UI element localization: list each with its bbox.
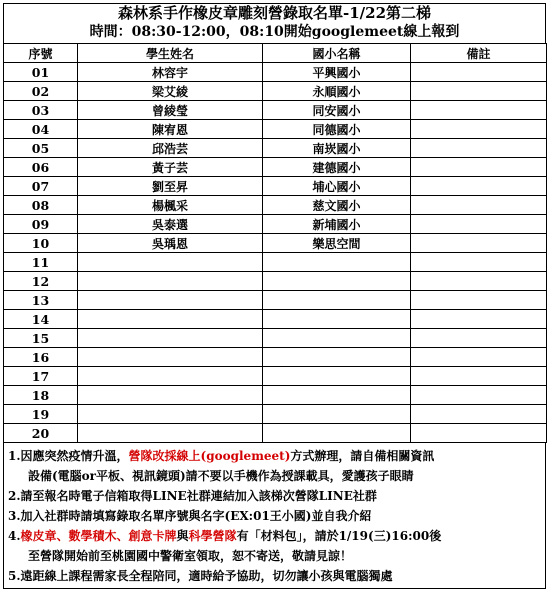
table-row — [4, 139, 547, 158]
student-name: 邱浩芸 — [78, 139, 263, 158]
row-number: 06 — [4, 158, 78, 177]
school-name — [263, 291, 411, 310]
schedule-subtitle: 時間：08:30-12:00，08:10開始googlemeet線上報到 — [89, 24, 460, 40]
student-name — [78, 424, 263, 443]
student-name: 劉至昇 — [78, 177, 263, 196]
remarks-cell — [411, 348, 547, 367]
student-name: 林容宇 — [78, 63, 263, 82]
note-4-highlight-camps: 橡皮章、數學積木、創意卡牌 — [20, 529, 177, 543]
remarks-cell — [411, 82, 547, 101]
row-number: 01 — [4, 63, 78, 82]
remarks-cell — [411, 272, 547, 291]
table-row — [4, 291, 547, 310]
row-number: 20 — [4, 424, 78, 443]
remarks-cell — [411, 63, 547, 82]
row-number: 18 — [4, 386, 78, 405]
student-name — [78, 386, 263, 405]
remarks-cell — [411, 120, 547, 139]
school-name: 同德國小 — [263, 120, 411, 139]
table-row — [4, 253, 547, 272]
row-number: 13 — [4, 291, 78, 310]
notes-section — [3, 443, 546, 589]
row-number: 08 — [4, 196, 78, 215]
school-name: 南崁國小 — [263, 139, 411, 158]
row-number: 16 — [4, 348, 78, 367]
student-name: 梁艾綾 — [78, 82, 263, 101]
remarks-cell — [411, 158, 547, 177]
remarks-cell — [411, 234, 547, 253]
admission-table — [3, 43, 547, 443]
student-name — [78, 272, 263, 291]
remarks-cell — [411, 253, 547, 272]
table-row — [4, 215, 547, 234]
table-row — [4, 196, 547, 215]
school-name: 樂思空間 — [263, 234, 411, 253]
row-number: 03 — [4, 101, 78, 120]
school-name — [263, 405, 411, 424]
note-1-text-b: 方式辦理，請自備相關資訊 — [290, 449, 435, 463]
column-header-remarks: 備註 — [411, 44, 547, 63]
student-name: 吳瑀恩 — [78, 234, 263, 253]
note-1-text-a: 1.因應突然疫情升溫， — [8, 449, 129, 463]
school-name — [263, 310, 411, 329]
student-name — [78, 348, 263, 367]
row-number: 11 — [4, 253, 78, 272]
table-row — [4, 82, 547, 101]
column-header-number: 序號 — [4, 44, 78, 63]
school-name — [263, 367, 411, 386]
remarks-cell — [411, 367, 547, 386]
table-row — [4, 63, 547, 82]
column-header-student-name: 學生姓名 — [78, 44, 263, 63]
row-number: 09 — [4, 215, 78, 234]
column-header-school: 國小名稱 — [263, 44, 411, 63]
remarks-cell — [411, 386, 547, 405]
note-1-continued: 設備(電腦or平板、視訊鏡頭)請不要以手機作為授課載具，愛護孩子眼睛 — [28, 469, 414, 483]
row-number: 19 — [4, 405, 78, 424]
row-number: 04 — [4, 120, 78, 139]
table-row — [4, 272, 547, 291]
table-row — [4, 101, 547, 120]
row-number: 10 — [4, 234, 78, 253]
table-row — [4, 177, 547, 196]
note-4-text-and: 與 — [176, 529, 189, 543]
row-number: 07 — [4, 177, 78, 196]
remarks-cell — [411, 291, 547, 310]
school-name — [263, 329, 411, 348]
school-name: 平興國小 — [263, 63, 411, 82]
student-name — [78, 367, 263, 386]
student-name — [78, 310, 263, 329]
student-name: 吳泰選 — [78, 215, 263, 234]
school-name: 埔心國小 — [263, 177, 411, 196]
row-number: 17 — [4, 367, 78, 386]
row-number: 05 — [4, 139, 78, 158]
student-name — [78, 405, 263, 424]
title-block — [3, 3, 546, 43]
remarks-cell — [411, 405, 547, 424]
table-row — [4, 405, 547, 424]
row-number: 14 — [4, 310, 78, 329]
table-row — [4, 329, 547, 348]
table-header-row — [4, 44, 547, 63]
student-name — [78, 291, 263, 310]
table-body — [4, 63, 547, 443]
school-name: 同安國小 — [263, 101, 411, 120]
note-3: 3.加入社群時請填寫錄取名單序號與名字(EX:01王小國)並自我介紹 — [8, 509, 372, 523]
remarks-cell — [411, 329, 547, 348]
table-row — [4, 424, 547, 443]
remarks-cell — [411, 424, 547, 443]
school-name — [263, 272, 411, 291]
table-row — [4, 386, 547, 405]
student-name — [78, 253, 263, 272]
student-name: 曾綾瑩 — [78, 101, 263, 120]
school-name — [263, 424, 411, 443]
note-4 — [8, 526, 541, 546]
school-name — [263, 386, 411, 405]
school-name: 慈文國小 — [263, 196, 411, 215]
note-1-highlight: 營隊改採線上(googlemeet) — [128, 449, 291, 463]
school-name — [263, 348, 411, 367]
student-name: 楊楓采 — [78, 196, 263, 215]
table-row — [4, 348, 547, 367]
school-name: 建德國小 — [263, 158, 411, 177]
student-name: 陳宥恩 — [78, 120, 263, 139]
school-name: 新埔國小 — [263, 215, 411, 234]
remarks-cell — [411, 101, 547, 120]
remarks-cell — [411, 139, 547, 158]
note-2: 2.請至報名時電子信箱取得LINE社群連結加入該梯次營隊LINE社群 — [8, 489, 377, 503]
table-row — [4, 310, 547, 329]
remarks-cell — [411, 196, 547, 215]
row-number: 12 — [4, 272, 78, 291]
table-row — [4, 367, 547, 386]
student-name — [78, 329, 263, 348]
table-row — [4, 120, 547, 139]
note-1 — [8, 446, 541, 466]
note-4-prefix: 4. — [8, 529, 21, 543]
student-name: 黃子芸 — [78, 158, 263, 177]
note-4-text-material: 有「材料包」，請於1/19(三)16:00後 — [236, 529, 442, 543]
note-5: 5.遠距線上課程需家長全程陪同，適時給予協助，切勿讓小孩與電腦獨處 — [8, 569, 393, 583]
table-row — [4, 158, 547, 177]
remarks-cell — [411, 215, 547, 234]
remarks-cell — [411, 177, 547, 196]
note-4-continued: 至營隊開始前至桃園國中警衛室領取，恕不寄送，敬請見諒！ — [28, 549, 353, 563]
school-name — [263, 253, 411, 272]
roster-sheet — [3, 3, 546, 589]
table-row — [4, 234, 547, 253]
row-number: 02 — [4, 82, 78, 101]
page-title: 森林系手作橡皮章雕刻營錄取名單-1/22第二梯 — [117, 4, 432, 22]
row-number: 15 — [4, 329, 78, 348]
note-4-highlight-science: 科學營隊 — [188, 529, 237, 543]
remarks-cell — [411, 310, 547, 329]
school-name: 永順國小 — [263, 82, 411, 101]
